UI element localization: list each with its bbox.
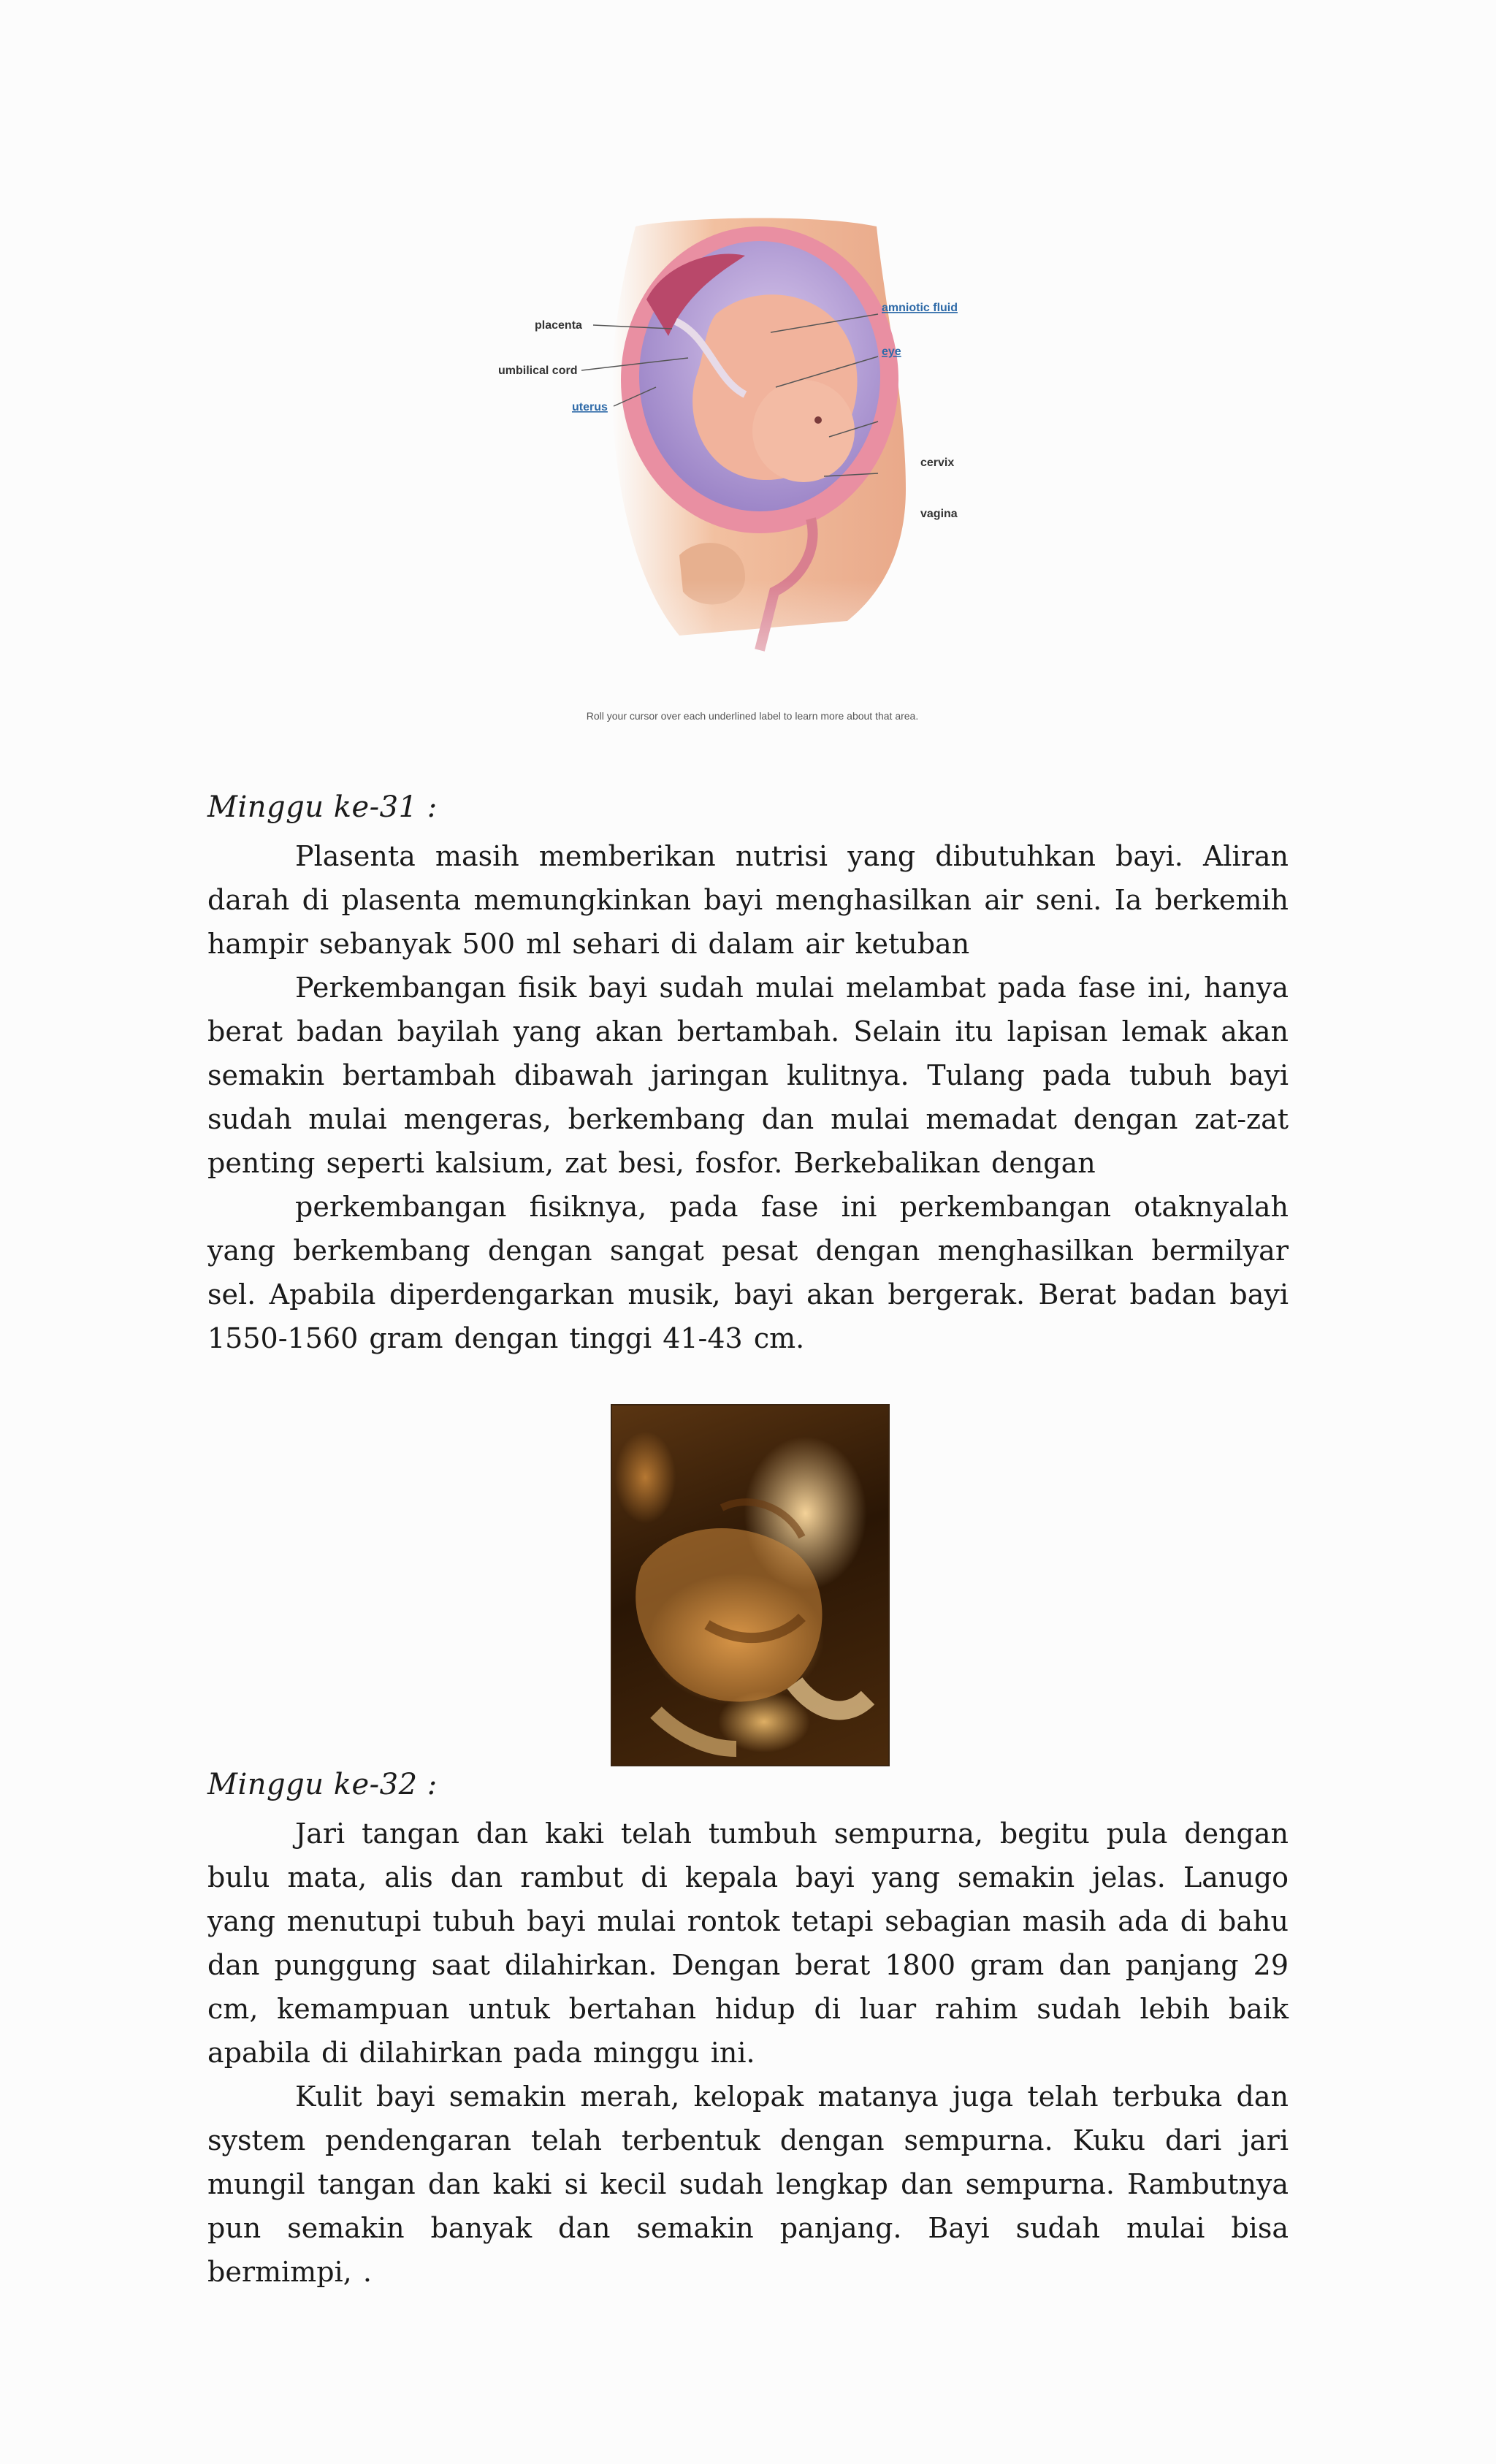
- week-32-heading: Minggu ke-32 :: [207, 1768, 438, 1801]
- week-32-paragraph: Kulit bayi semakin merah, kelopak matanya juga telah terbuka dan system pendengaran telah terbentuk dengan sempurna. Kuku dari jari mungil tangan dan kaki si kecil sudah lengkap dan sempurna. Rambutnya pun semakin banyak dan semakin panjang. Bayi sudah mulai bisa bermimpi, .: [207, 2080, 1289, 2288]
- week-31-paragraph: perkembangan fisiknya, pada fase ini perkembangan otaknyalah yang berkembang dengan sangat pesat dengan menghasilkan bermilyar sel. Apabila diperdengarkan musik, bayi akan bergerak. Berat badan bayi 1550-1560 gram dengan tinggi 41-43 cm.: [207, 1191, 1289, 1354]
- week-31-heading: Minggu ke-31 :: [207, 790, 438, 824]
- label-umbilical-cord: umbilical cord: [498, 365, 578, 377]
- figure-caption: Roll your cursor over each underlined label to learn more about that area.: [586, 710, 919, 722]
- week-31-section: [207, 834, 1289, 1360]
- week-31-paragraph: Plasenta masih memberikan nutrisi yang dibutuhkan bayi. Aliran darah di plasenta memungkinkan bayi menghasilkan air seni. Ia berkemih hampir sebanyak 500 ml sehari di dalam air ketuban: [207, 840, 1289, 960]
- label-amniotic-fluid-link[interactable]: amniotic fluid: [882, 302, 958, 314]
- label-placenta: placenta: [535, 319, 582, 332]
- week-31-paragraph: Perkembangan fisik bayi sudah mulai melambat pada fase ini, hanya berat badan bayilah yang akan bertambah. Selain itu lapisan lemak akan semakin bertambah dibawah jaringan kulitnya. Tulang pada tubuh bayi sudah mulai mengeras, berkembang dan mulai memadat dengan zat-zat penting seperti kalsium, zat besi, fosfor. Berkebalikan dengan: [207, 972, 1289, 1179]
- week-32-section: [207, 1812, 1289, 2294]
- label-cervix: cervix: [920, 457, 955, 469]
- fetal-ultrasound-photo: [611, 1404, 890, 1766]
- pregnancy-anatomy-illustration: [497, 212, 993, 738]
- label-vagina: vagina: [920, 508, 958, 520]
- week-32-paragraph: Jari tangan dan kaki telah tumbuh sempurna, begitu pula dengan bulu mata, alis dan rambut di kepala bayi yang semakin jelas. Lanugo yang menutupi tubuh bayi mulai rontok tetapi sebagian masih ada di bahu dan punggung saat dilahirkan. Dengan berat 1800 gram dan panjang 29 cm, kemampuan untuk bertahan hidup di luar rahim sudah lebih baik apabila di dilahirkan pada minggu ini.: [207, 1818, 1289, 2069]
- label-uterus-link[interactable]: uterus: [572, 401, 608, 413]
- label-eye-link[interactable]: eye: [882, 346, 901, 358]
